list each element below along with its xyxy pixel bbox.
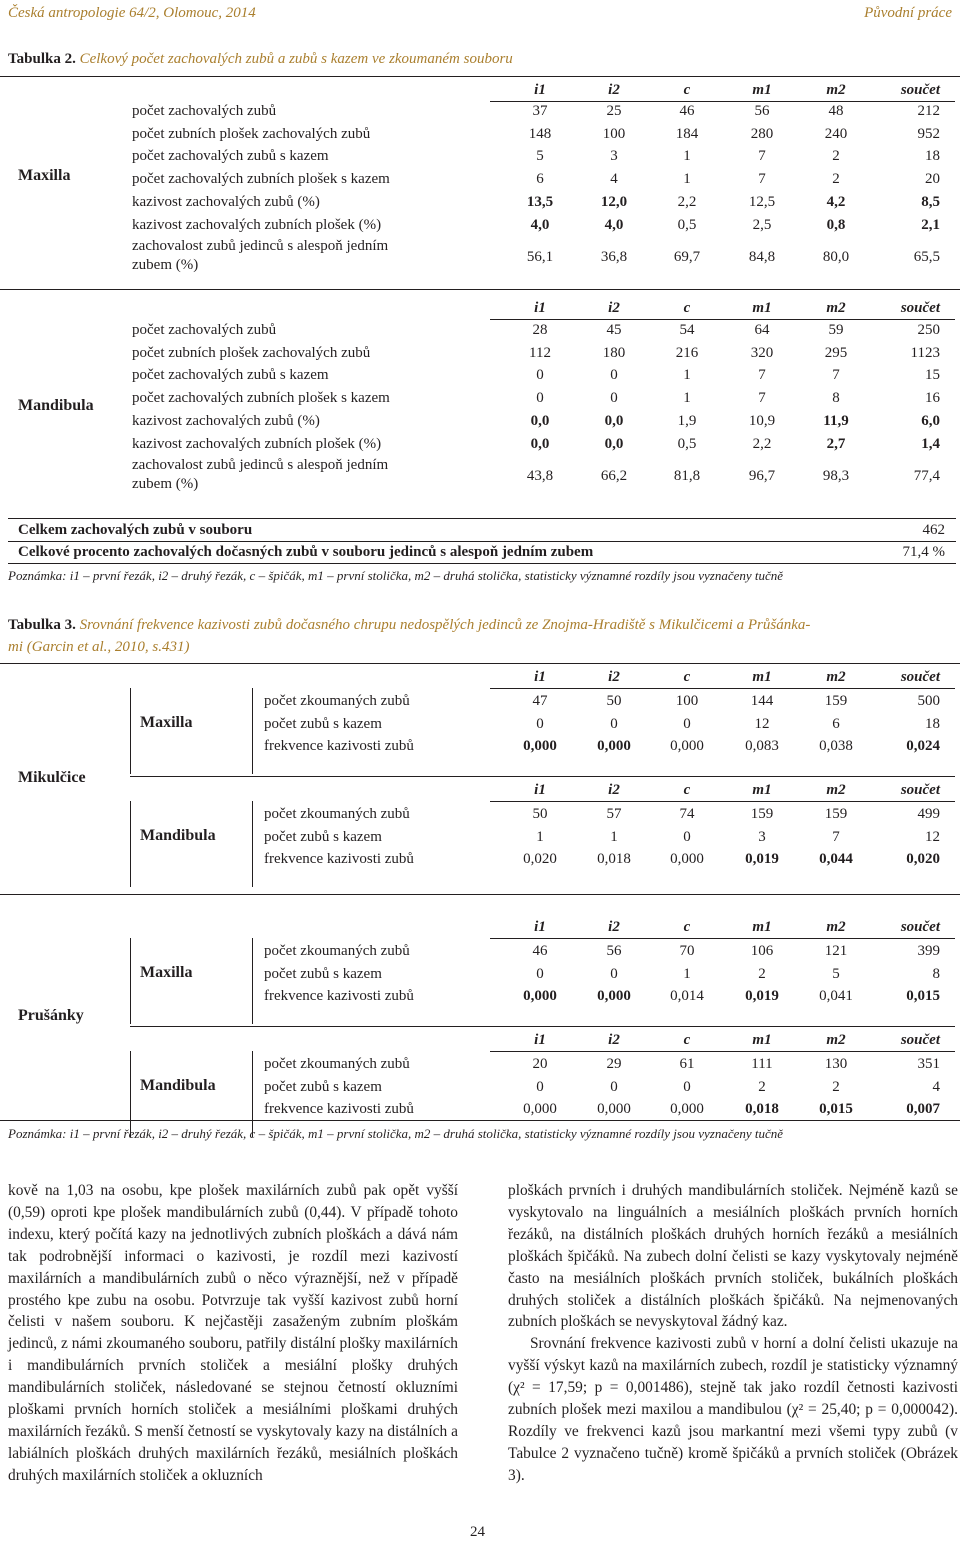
table-cell: 0,000 <box>670 738 704 755</box>
table-cell: 144 <box>750 693 774 709</box>
table-cell: 0,019 <box>745 988 779 1005</box>
table-cell: 112 <box>529 344 551 361</box>
table-row <box>0 364 960 386</box>
section-title: Původní práce <box>864 5 952 21</box>
table-cell: 4,0 <box>604 216 624 233</box>
row-label: počet zubů s kazem <box>264 965 382 982</box>
column-header: i2 <box>608 300 620 316</box>
table-cell: 159 <box>750 806 774 822</box>
table-cell: 20 <box>532 1056 548 1072</box>
row-label: počet zachovalých zubních plošek s kazem <box>132 171 390 188</box>
table3-top-rule <box>0 663 960 664</box>
column-header: m2 <box>826 782 846 798</box>
jaw-label: Maxilla <box>140 714 193 731</box>
table-cell: 43,8 <box>526 468 554 485</box>
table-cell: 0,000 <box>597 988 631 1005</box>
table-cell: 61 <box>679 1056 695 1072</box>
table-cell: 0 <box>536 965 544 982</box>
table-rule <box>490 801 955 802</box>
table-row <box>0 342 960 364</box>
column-header: i1 <box>534 1032 546 1048</box>
table-cell: 37 <box>532 103 548 119</box>
table-cell: 100 <box>675 693 699 709</box>
table-cell: 29 <box>606 1056 622 1072</box>
table-cell: 0,020 <box>523 851 557 868</box>
table-cell: 1,9 <box>677 412 697 429</box>
table-cell: 3 <box>758 828 766 845</box>
row-label: počet zubních plošek zachovalých zubů <box>132 344 371 361</box>
table-cell: 0 <box>683 715 691 732</box>
table3-caption <box>8 617 953 634</box>
table-row <box>0 803 960 825</box>
row-label: frekvence kazivosti zubů <box>264 1101 414 1118</box>
table-cell: 0 <box>536 715 544 732</box>
table-bracket <box>252 1051 253 1137</box>
table-cell: 16 <box>925 390 940 407</box>
table-cell: 56 <box>606 943 622 959</box>
table3-caption-line2: mi (Garcin et al., 2010, s.431) <box>8 639 190 655</box>
table-cell: 216 <box>675 344 699 361</box>
table2-top-rule <box>0 76 960 77</box>
row-label: počet zubů s kazem <box>264 715 382 732</box>
table-header-row <box>0 79 960 101</box>
jaw-label: Mandibula <box>140 827 216 844</box>
table-cell: 180 <box>602 344 626 361</box>
row-label: počet zkoumaných zubů <box>264 693 410 709</box>
column-header: součet <box>900 782 940 798</box>
row-label: frekvence kazivosti zubů <box>264 988 414 1005</box>
table-cell: 7 <box>832 367 840 384</box>
table-cell: 0,5 <box>677 435 697 452</box>
table-row <box>0 1098 960 1120</box>
table-bracket <box>130 801 131 887</box>
table-cell: 0,0 <box>530 435 550 452</box>
table-cell: 1 <box>683 171 691 188</box>
row-label: počet zachovalých zubních plošek s kazem <box>132 390 390 407</box>
table-cell: 2 <box>832 148 840 165</box>
table-cell: 2,5 <box>752 216 772 233</box>
column-header: m2 <box>826 82 846 98</box>
table-cell: 77,4 <box>913 468 940 485</box>
table-cell: 1 <box>683 390 691 407</box>
table-cell: 96,7 <box>748 468 776 485</box>
table-cell: 499 <box>917 806 940 822</box>
column-header: m1 <box>752 1032 772 1048</box>
row-label: počet zkoumaných zubů <box>264 1056 410 1072</box>
column-header: i2 <box>608 82 620 98</box>
table-rule <box>490 688 955 689</box>
table-cell: 36,8 <box>600 249 628 266</box>
row-label: kazivost zachovalých zubních plošek (%) <box>132 435 382 452</box>
table-cell: 3 <box>610 148 618 165</box>
table-row <box>0 100 960 122</box>
table-cell: 6 <box>536 171 544 188</box>
table-header-row <box>0 666 960 688</box>
column-header: i2 <box>608 919 620 935</box>
table-row <box>0 214 960 236</box>
table-cell: 7 <box>832 828 840 845</box>
table-cell: 2,7 <box>826 435 846 452</box>
table-cell: 11,9 <box>823 412 849 429</box>
row-label: počet zachovalých zubů s kazem <box>132 367 329 384</box>
table-cell: 13,5 <box>526 193 554 210</box>
table-cell: 0 <box>683 1078 691 1095</box>
table-cell: 6,0 <box>921 412 940 429</box>
table-row <box>0 1053 960 1075</box>
row-label <box>132 456 388 494</box>
table-cell: 46 <box>679 103 695 119</box>
table-cell: 81,8 <box>673 468 701 485</box>
table-cell: 0 <box>536 1078 544 1095</box>
column-header: c <box>683 669 691 685</box>
column-header: c <box>683 1032 691 1048</box>
column-header: m1 <box>752 300 772 316</box>
row-label <box>132 237 388 275</box>
table-row <box>0 735 960 757</box>
table-cell: 98,3 <box>822 468 850 485</box>
table-cell: 0,8 <box>826 216 846 233</box>
table-cell: 6 <box>832 715 840 732</box>
table-cell: 59 <box>828 322 844 338</box>
total-value: 462 <box>922 522 945 538</box>
table-cell: 10,9 <box>748 412 776 429</box>
table-cell: 4,2 <box>826 193 846 210</box>
table-cell: 0,000 <box>597 1101 631 1118</box>
table-cell: 0,083 <box>745 738 779 755</box>
table-cell: 2 <box>758 1078 766 1095</box>
row-label-line: zubem (%) <box>132 476 199 493</box>
table-cell: 121 <box>824 943 848 959</box>
row-label: počet zubů s kazem <box>264 828 382 845</box>
table-cell: 1 <box>536 828 544 845</box>
table-cell: 100 <box>602 125 626 142</box>
table-cell: 69,7 <box>673 249 701 266</box>
table-rule <box>0 894 960 895</box>
table-cell: 148 <box>528 125 552 142</box>
table-cell: 64 <box>754 322 770 338</box>
table-cell: 184 <box>675 125 699 142</box>
table-row <box>0 319 960 341</box>
table-cell: 4,0 <box>530 216 550 233</box>
row-label-line: zachovalost zubů jedinců s alespoň jedním <box>132 238 389 255</box>
column-header: součet <box>900 82 940 98</box>
page-number: 24 <box>470 1524 485 1540</box>
table-cell: 0,014 <box>670 988 704 1005</box>
table-cell: 0,000 <box>523 738 557 755</box>
table-bracket <box>130 1051 131 1137</box>
table-cell: 50 <box>532 806 548 822</box>
row-label: kazivost zachovalých zubů (%) <box>132 193 320 210</box>
table3-caption-line1: Srovnání frekvence kazivosti zubů dočasného chrupu nedospělých jedinců ze Znojma-Hradiště s Mikulčicemi a Průšánka- <box>79 617 811 633</box>
table-rule <box>130 1026 955 1027</box>
table-rule <box>490 938 955 939</box>
table-cell: 15 <box>925 367 940 384</box>
column-header: i1 <box>534 300 546 316</box>
column-header: m2 <box>826 300 846 316</box>
table-cell: 2,2 <box>752 435 772 452</box>
table-cell: 0 <box>610 367 618 384</box>
table-cell: 5 <box>832 965 840 982</box>
row-label-line: zubem (%) <box>132 257 199 274</box>
column-header: c <box>683 919 691 935</box>
table-row <box>0 168 960 190</box>
table-cell: 0,038 <box>819 738 853 755</box>
row-label: kazivost zachovalých zubů (%) <box>132 412 320 429</box>
table-cell: 8 <box>832 390 840 407</box>
table-bracket <box>252 801 253 887</box>
table-cell: 2 <box>832 171 840 188</box>
table-cell: 2,1 <box>921 216 940 233</box>
jaw-label: Maxilla <box>140 964 193 981</box>
table2-note: Poznámka: i1 – první řezák, i2 – druhý řezák, c – špičák, m1 – první stolička, m2 – druhá stolička, statisticky významné rozdíly jsou vyznačeny tučně <box>8 568 784 583</box>
table-cell: 159 <box>824 806 848 822</box>
table-cell: 54 <box>679 322 695 338</box>
row-label: kazivost zachovalých zubních plošek (%) <box>132 216 382 233</box>
table-cell: 295 <box>824 344 848 361</box>
column-header: m1 <box>752 782 772 798</box>
percent-value: 71,4 % <box>902 544 945 560</box>
column-header: m1 <box>752 669 772 685</box>
table2-caption <box>8 51 513 68</box>
table-cell: 159 <box>824 693 848 709</box>
table-cell: 45 <box>606 322 622 338</box>
mandibula-label: Mandibula <box>18 397 94 414</box>
journal-title: Česká antropologie 64/2, Olomouc, 2014 <box>8 5 256 21</box>
table-rule <box>490 1051 955 1052</box>
table-cell: 84,8 <box>748 249 776 266</box>
table-cell: 4 <box>932 1078 940 1095</box>
column-header: m1 <box>752 82 772 98</box>
percent-label: Celkové procento zachovalých dočasných zubů v souboru jedinců s alespoň jedním zubem <box>18 544 594 560</box>
table-cell: 0,044 <box>819 851 853 868</box>
column-header: c <box>683 82 691 98</box>
table-cell: 0 <box>683 828 691 845</box>
table-row <box>0 848 960 870</box>
table-cell: 0,020 <box>906 851 940 868</box>
table-cell: 7 <box>758 367 766 384</box>
table-cell: 500 <box>917 693 940 709</box>
column-header: m2 <box>826 919 846 935</box>
column-header: součet <box>900 669 940 685</box>
column-header: součet <box>900 919 940 935</box>
table-cell: 8,5 <box>921 193 940 210</box>
table-row <box>0 940 960 962</box>
table-cell: 0,0 <box>604 412 624 429</box>
table2-bottom-rule <box>8 563 956 564</box>
table-header-row <box>0 297 960 319</box>
table-header-row <box>0 779 960 801</box>
column-header: i1 <box>534 919 546 935</box>
column-header: i1 <box>534 82 546 98</box>
table-cell: 56 <box>754 103 770 119</box>
table-cell: 0,000 <box>670 1101 704 1118</box>
table-cell: 5 <box>536 148 544 165</box>
table-cell: 80,0 <box>822 249 850 266</box>
table-cell: 74 <box>679 806 695 822</box>
table-row <box>0 690 960 712</box>
table-cell: 0 <box>610 1078 618 1095</box>
table-cell: 28 <box>532 322 548 338</box>
row-label: počet zubních plošek zachovalých zubů <box>132 125 371 142</box>
table-cell: 18 <box>925 148 940 165</box>
total-label: Celkem zachovalých zubů v souboru <box>18 522 253 538</box>
table-cell: 130 <box>824 1056 848 1072</box>
table-cell: 280 <box>750 125 774 142</box>
table-cell: 0,007 <box>906 1101 940 1118</box>
table-bracket <box>252 938 253 1024</box>
table-cell: 48 <box>828 103 844 119</box>
table-cell: 0 <box>610 390 618 407</box>
table-cell: 66,2 <box>600 468 628 485</box>
table-cell: 7 <box>758 390 766 407</box>
table-cell: 0,000 <box>670 851 704 868</box>
table-cell: 320 <box>750 344 774 361</box>
column-header: součet <box>900 300 940 316</box>
table-cell: 0,015 <box>819 1101 853 1118</box>
maxilla-label: Maxilla <box>18 167 71 184</box>
table-row <box>0 410 960 432</box>
column-header: i2 <box>608 669 620 685</box>
table-cell: 2,2 <box>677 193 697 210</box>
table-cell: 250 <box>917 322 940 338</box>
jaw-label: Mandibula <box>140 1077 216 1094</box>
table-row <box>0 433 960 455</box>
table-cell: 12,5 <box>748 193 776 210</box>
table2-caption-text: Celkový počet zachovalých zubů a zubů s kazem ve zkoumaném souboru <box>79 51 513 67</box>
table-cell: 0,0 <box>604 435 624 452</box>
table-cell: 1 <box>683 965 691 982</box>
table-cell: 46 <box>532 943 548 959</box>
table-cell: 0,019 <box>745 851 779 868</box>
row-label: počet zachovalých zubů s kazem <box>132 148 329 165</box>
table-cell: 0,024 <box>906 738 940 755</box>
table-row <box>0 191 960 213</box>
table-cell: 399 <box>917 943 940 959</box>
table-cell: 0,018 <box>597 851 631 868</box>
table-cell: 351 <box>917 1056 940 1072</box>
table-cell: 0 <box>610 715 618 732</box>
table-cell: 18 <box>925 715 940 732</box>
table-cell: 25 <box>606 103 622 119</box>
table-rule <box>130 776 955 777</box>
body-right-column <box>508 1180 958 1487</box>
table-cell: 50 <box>606 693 622 709</box>
table-cell: 8 <box>932 965 940 982</box>
site-label-0: Mikulčice <box>18 769 86 786</box>
table-cell: 4 <box>610 171 618 188</box>
row-label-line: zachovalost zubů jedinců s alespoň jedním <box>132 457 389 474</box>
table-cell: 7 <box>758 171 766 188</box>
column-header: i2 <box>608 1032 620 1048</box>
table-cell: 1,4 <box>921 435 940 452</box>
table-cell: 111 <box>751 1056 773 1072</box>
body-right-paragraph-2: Srovnání frekvence kazivosti zubů v horní a dolní čelisti ukazuje na vyšší výskyt kazů na maxilárních zubech, rozdíl je statisticky významný (χ² = 17,59; p = 0,001486), stejně tak jako rozdíl četnosti kazivosti zubních plošek mezi maxilou a mandibulou (χ² = 25,40; p = 0,000042). Rozdíly ve frekvenci kazů jsou markantní mezi všemi typy zubů (v Tabulce 2 vyznačeno tučně) kromě špičáků a prvních stoliček (Obrázek 3). <box>508 1335 958 1484</box>
table-cell: 12 <box>925 828 940 845</box>
body-right-paragraph-1: ploškách prvních i druhých mandibulárních stoliček. Nejméně kazů se vyskytovalo na linguálních a mesiálních ploškách prvních horních řezáků, na distálních ploškách druhých horních řezáků a mesiálních ploškách špičáků. Na zubech dolní čelisti se kazy vyskytovaly nejméně často na mesiálních ploškách prvních stoliček, bukálních ploškách druhých stoliček a distálních ploškách špičáků. Na nejmenovaných zubních ploškách se nevyskytoval žádný kaz. <box>508 1182 958 1331</box>
row-label: počet zkoumaných zubů <box>264 806 410 822</box>
body-left-column <box>8 1180 458 1487</box>
table3-bottom-rule <box>0 1120 960 1121</box>
table-cell: 106 <box>750 943 774 959</box>
table-cell: 1 <box>610 828 618 845</box>
table-cell: 0,0 <box>530 412 550 429</box>
table-cell: 0,015 <box>906 988 940 1005</box>
row-label: počet zkoumaných zubů <box>264 943 410 959</box>
table-cell: 0,000 <box>597 738 631 755</box>
table-cell: 240 <box>824 125 848 142</box>
table-cell: 0 <box>536 390 544 407</box>
row-label: počet zachovalých zubů <box>132 322 277 338</box>
table-cell: 0,5 <box>677 216 697 233</box>
table-header-row <box>0 1029 960 1051</box>
table-cell: 1123 <box>910 344 940 361</box>
table-cell: 0 <box>610 965 618 982</box>
table-cell: 952 <box>917 125 940 142</box>
table-cell: 12 <box>754 715 770 732</box>
table-cell: 0 <box>536 367 544 384</box>
column-header: c <box>683 782 691 798</box>
table-row <box>0 123 960 145</box>
table-cell: 20 <box>925 171 940 188</box>
table3-note: Poznámka: i1 – první řezák, i2 – druhý řezák, c – špičák, m1 – první stolička, m2 – druhá stolička, statisticky významné rozdíly jsou vyznačeny tučně <box>8 1126 784 1141</box>
column-header: m2 <box>826 669 846 685</box>
column-header: součet <box>900 1032 940 1048</box>
table-cell: 1 <box>683 367 691 384</box>
column-header: i1 <box>534 782 546 798</box>
table-cell: 57 <box>606 806 622 822</box>
table-cell: 212 <box>917 103 940 119</box>
column-header: i2 <box>608 782 620 798</box>
body-left-paragraph: kově na 1,03 na osobu, kpe plošek maxilárních zubů pak opět vyšší (0,59) oproti kpe plošek mandibulárních zubů (0,44). V případě tohoto indexu, který počítá kazy na jednotlivých zubních ploškách a dává nám tak podrobnější informaci o kazivosti, je rozdíl mezi kazivostí maxilárních a mandibulárních zubů o něco výraznější, než v případě prostého kpe zubu na osobu. Potvrzuje tak vyšší kazivost zubů horní čelisti v našem souboru. K nejčastěji zasaženým zubním ploškám jedinců, z námi zkoumaného souboru, patřily distální plošky maxilárních i mandibulárních prvních stoliček a mesiální plošky druhých mandibulárních stoliček, následované se stejnou četností okluzními ploškami prvních horních stoliček a mesiálními ploškami druhých maxilárních řezáků. S menší četností se vyskytovaly kazy na distálních a labiálních ploškách druhých maxilárních řezáků, mesiálních ploškách druhých maxilárních stoliček a okluzních <box>8 1182 458 1484</box>
table-cell: 12,0 <box>600 193 628 210</box>
table-cell: 47 <box>532 693 548 709</box>
table2-caption-label: Tabulka 2. <box>8 51 76 67</box>
table-cell: 0,018 <box>745 1101 779 1118</box>
row-label: frekvence kazivosti zubů <box>264 851 414 868</box>
row-label: počet zubů s kazem <box>264 1078 382 1095</box>
table-cell: 56,1 <box>526 249 554 266</box>
table-cell: 0,000 <box>523 1101 557 1118</box>
table-cell: 2 <box>758 965 766 982</box>
column-header: m1 <box>752 919 772 935</box>
table-header-row <box>0 916 960 938</box>
table-cell: 0,041 <box>819 988 853 1005</box>
column-header: m2 <box>826 1032 846 1048</box>
table-cell: 0,000 <box>523 988 557 1005</box>
table-bracket <box>252 688 253 774</box>
table-cell: 2 <box>832 1078 840 1095</box>
table-row <box>0 985 960 1007</box>
table-cell: 70 <box>679 943 695 959</box>
table-cell: 7 <box>758 148 766 165</box>
table-row <box>0 145 960 167</box>
column-header: i1 <box>534 669 546 685</box>
table-bracket <box>130 938 131 1024</box>
site-label-1: Prušánky <box>18 1007 84 1024</box>
table3-caption-label: Tabulka 3. <box>8 617 76 633</box>
table-row <box>0 387 960 409</box>
row-label: frekvence kazivosti zubů <box>264 738 414 755</box>
table-bracket <box>130 688 131 774</box>
row-label: počet zachovalých zubů <box>132 103 277 119</box>
table-cell: 65,5 <box>913 249 940 266</box>
table-cell: 1 <box>683 148 691 165</box>
column-header: c <box>683 300 691 316</box>
table-rule <box>0 289 960 290</box>
